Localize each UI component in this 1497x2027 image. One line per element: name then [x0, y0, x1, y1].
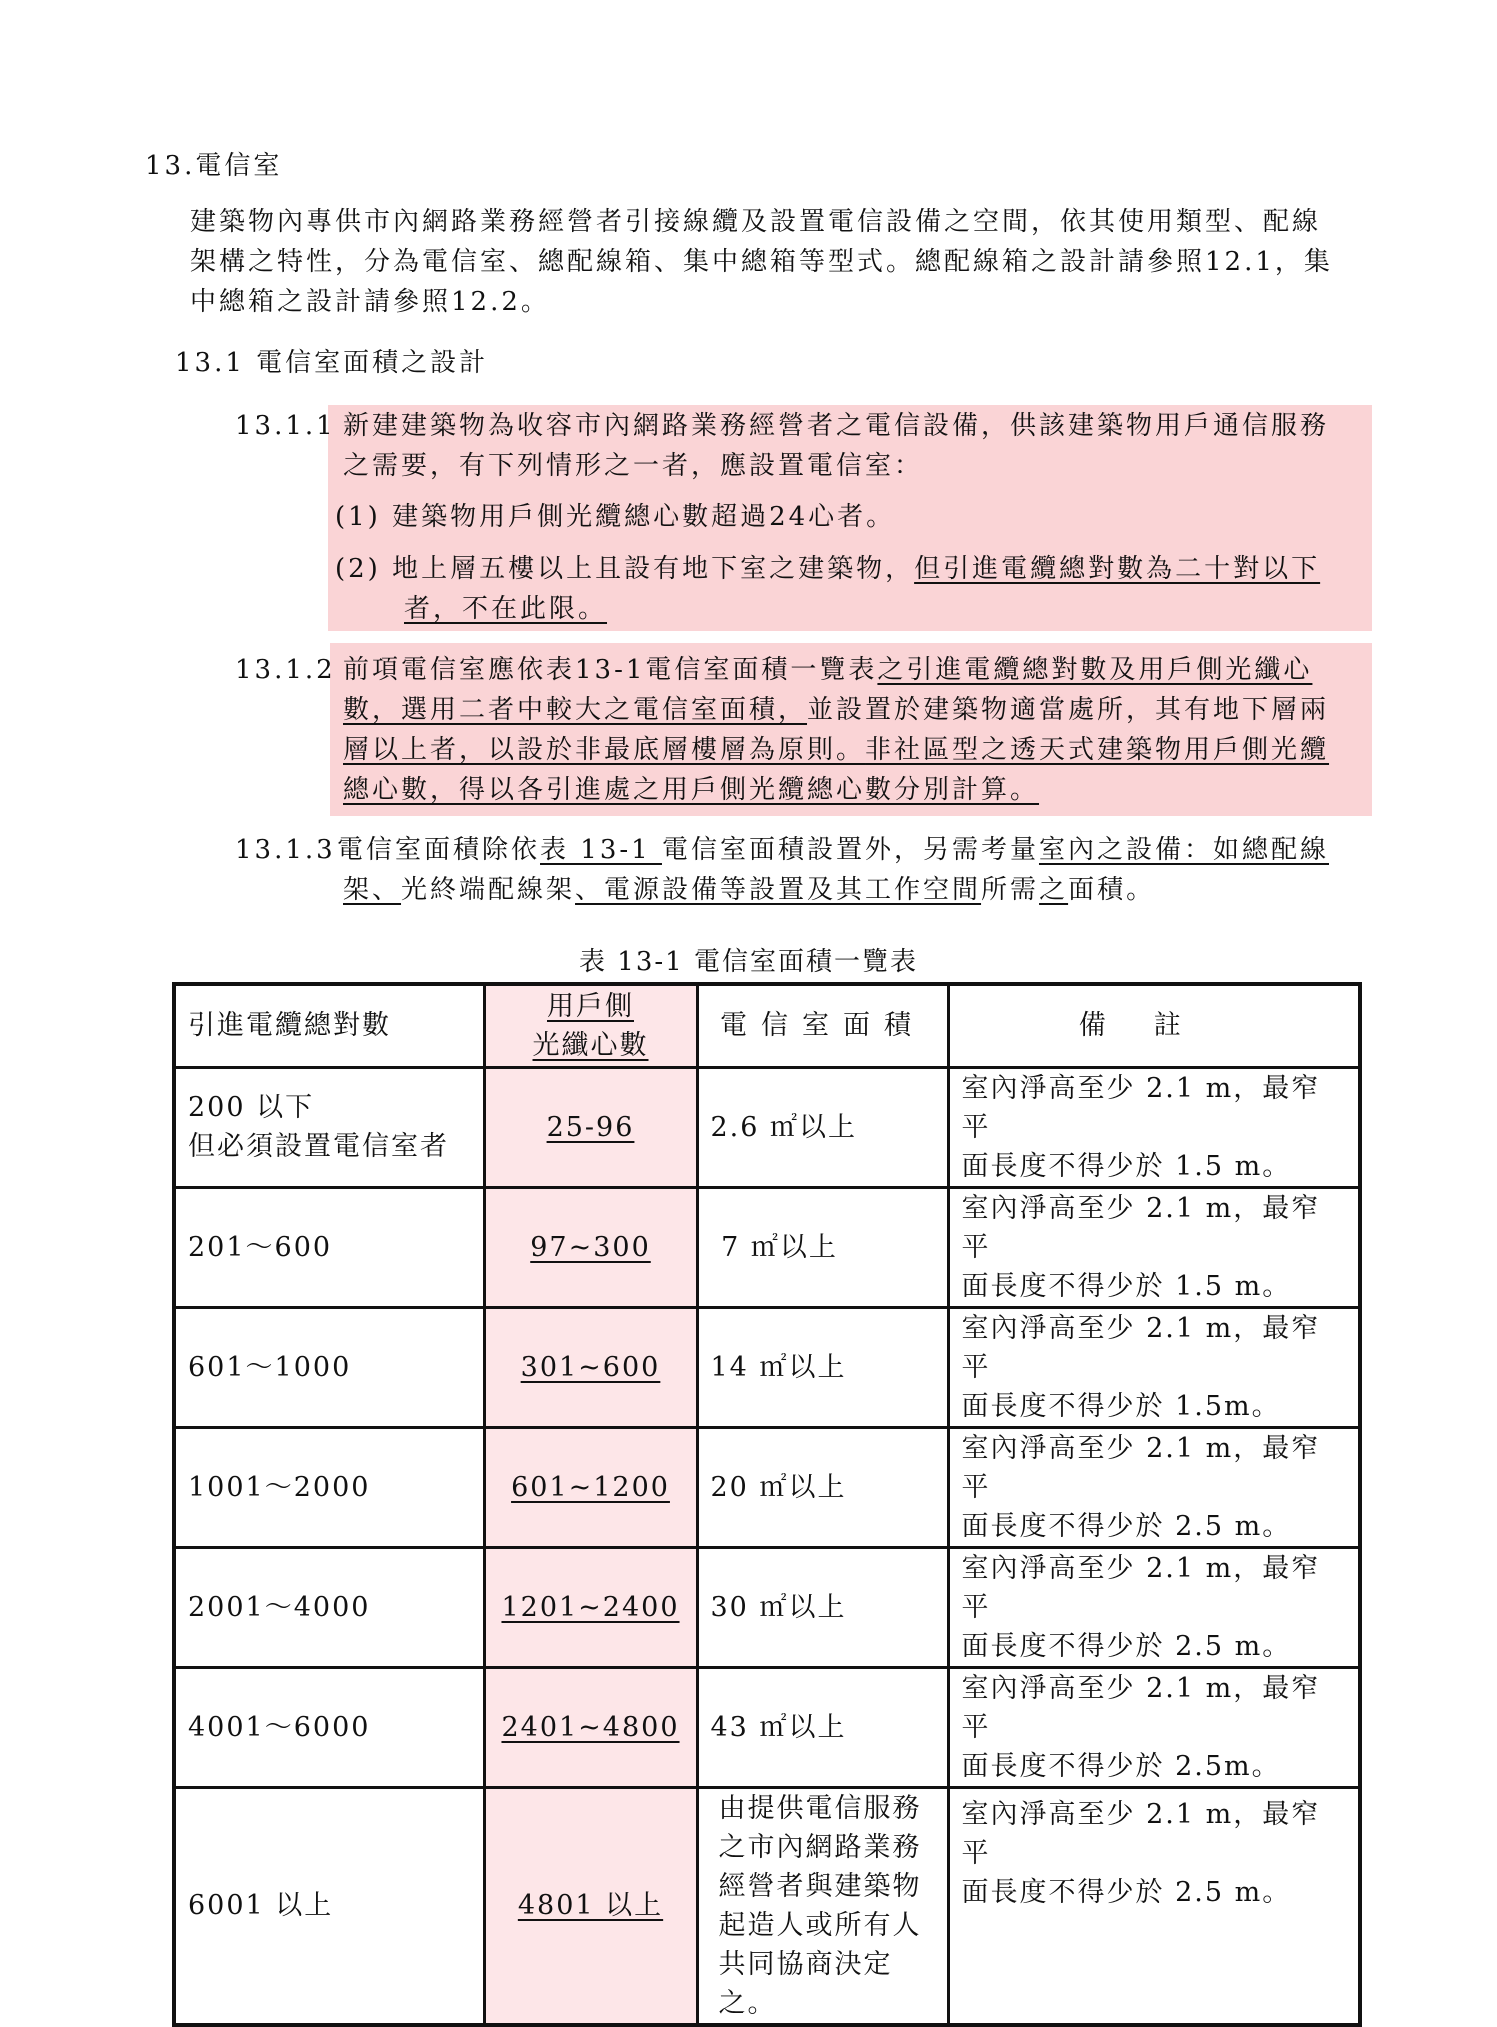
table-row [174, 1667, 1360, 1787]
cell-fiber-value: 601~1200 [511, 1471, 670, 1503]
cell-notes [948, 1187, 1360, 1307]
cell-cable-pairs: 201～600 [174, 1187, 484, 1307]
table-header-row [174, 984, 1360, 1067]
header-room-area: 電信室面積 [697, 984, 948, 1067]
item-13-1-3-l2e: 之 [1039, 875, 1069, 905]
item-13-1-3-line-2 [343, 870, 1155, 910]
cell-fiber-value: 1201~2400 [501, 1591, 680, 1623]
cell-pairs-line-2: 但必須設置電信室者 [188, 1131, 449, 1162]
item-13-1-1-line-1: 新建建築物為收容市內網路業務經營者之電信設備，供該建築物用戶通信服務 [343, 411, 1330, 441]
cell-fiber-cores [484, 1667, 697, 1787]
item-13-1-2-l2b: 並設置於建築物適當處所，其有地下層兩 [807, 695, 1330, 725]
intro-line-1: 建築物內專供市內網路業務經營者引接線纜及設置電信設備之空間，依其使用類型、配線 [190, 207, 1322, 237]
cell-cable-pairs: 1001～2000 [174, 1427, 484, 1547]
item-13-1-2-l1b: 之引進電纜總對數及用戶側光纖心 [877, 655, 1313, 685]
item-13-1-3-line-1 [337, 830, 1329, 870]
header-fiber-cores [484, 984, 697, 1067]
cell-fiber-cores [484, 1187, 697, 1307]
item-13-1-3-l2a: 架、 [343, 875, 402, 905]
cell-note-line-1: 室內淨高至少 2.1 m，最窄平 [961, 1672, 1321, 1743]
item-13-1-3-l1d: 室內之設備：如總配線 [1038, 835, 1329, 865]
item-13-1-2-l3b: 非社區型之透天式建築物用戶側光纜 [865, 735, 1330, 765]
table-caption: 表 13-1 電信室面積一覽表 [579, 947, 918, 977]
cell-fiber-cores [484, 1427, 697, 1547]
cell-notes [948, 1067, 1360, 1187]
cell-room-area [697, 1787, 948, 2025]
cell-fiber-value: 97~300 [530, 1231, 651, 1263]
cell-note-line-1: 室內淨高至少 2.1 m，最窄平 [961, 1432, 1321, 1503]
cell-room-area: 2.6 ㎡以上 [697, 1067, 948, 1187]
item-13-1-3-l2c: 、電源設備等設置及其工作空間 [575, 875, 982, 905]
area-line: 共同協商決定 [718, 1948, 893, 1980]
header-fiber-line-2: 光纖心數 [532, 1029, 649, 1061]
cell-note-line-2: 面長度不得少於 2.5 m。 [961, 1630, 1292, 1662]
item-13-1-1-case-2 [335, 549, 1320, 589]
area-table [172, 982, 1362, 2027]
cell-note-line-2: 面長度不得少於 2.5 m。 [961, 1876, 1292, 1908]
item-13-1-2-l2a: 數，選用二者中較大之電信室面積， [343, 695, 808, 725]
intro-line-3: 中總箱之設計請參照12.2。 [190, 287, 550, 317]
cell-note-line-2: 面長度不得少於 1.5m。 [961, 1390, 1281, 1422]
table-row [174, 1427, 1360, 1547]
case-2-exception: 但引進電纜總對數為二十對以下 [914, 554, 1321, 584]
cell-note-line-1: 室內淨高至少 2.1 m，最窄平 [961, 1798, 1321, 1869]
cell-cable-pairs: 4001～6000 [174, 1667, 484, 1787]
area-line: 由提供電信服務 [718, 1792, 922, 1824]
table-row [174, 1187, 1360, 1307]
cell-room-area: 7 ㎡以上 [697, 1187, 948, 1307]
area-line: 起造人或所有人 [718, 1909, 922, 1941]
cell-note-line-2: 面長度不得少於 2.5 m。 [961, 1510, 1292, 1542]
item-13-1-2-number: 13.1.2 [235, 655, 336, 685]
cell-fiber-value: 4801 以上 [517, 1890, 664, 1921]
table-row [174, 1307, 1360, 1427]
cell-notes [948, 1307, 1360, 1427]
item-13-1-1-case-2-cont: 者，不在此限。 [404, 594, 608, 624]
item-13-1-3-l1b: 表 13-1 [540, 835, 662, 865]
header-notes: 備註 [948, 984, 1360, 1067]
item-13-1-1-line-2: 之需要，有下列情形之一者，應設置電信室： [343, 451, 924, 481]
cell-note-line-1: 室內淨高至少 2.1 m，最窄平 [961, 1312, 1321, 1383]
cell-room-area: 30 ㎡以上 [697, 1547, 948, 1667]
cell-cable-pairs: 601～1000 [174, 1307, 484, 1427]
cell-note-line-1: 室內淨高至少 2.1 m，最窄平 [961, 1072, 1321, 1143]
table-row-last [174, 1787, 1360, 2025]
header-cable-pairs: 引進電纜總對數 [174, 984, 484, 1067]
cell-notes [948, 1667, 1360, 1787]
cell-note-line-1: 室內淨高至少 2.1 m，最窄平 [961, 1552, 1321, 1623]
cell-notes [948, 1547, 1360, 1667]
item-13-1-1-case-1: (1) 建築物用戶側光纜總心數超過24心者。 [335, 502, 896, 532]
table-row [174, 1067, 1360, 1187]
area-line: 之市內網路業務 [718, 1831, 922, 1863]
cell-note-line-2: 面長度不得少於 1.5 m。 [961, 1270, 1292, 1302]
cell-room-area: 14 ㎡以上 [697, 1307, 948, 1427]
table-row [174, 1547, 1360, 1667]
cell-fiber-value: 2401~4800 [501, 1711, 680, 1743]
item-13-1-1-number: 13.1.1 [235, 411, 336, 441]
item-13-1-3-l2b: 光終端配線架 [401, 875, 576, 905]
cell-fiber-cores [484, 1307, 697, 1427]
section-heading: 13.電信室 [145, 151, 283, 181]
item-13-1-2-line-2 [343, 690, 1329, 730]
cell-pairs-line-1: 200 以下 [188, 1092, 315, 1123]
area-line: 之。 [718, 1987, 777, 2019]
item-13-1-3-l1a: 電信室面積除依 [337, 835, 541, 865]
item-13-1-3-l1c: 電信室面積設置外，另需考量 [661, 835, 1039, 865]
cell-fiber-value: 301~600 [520, 1351, 661, 1383]
cell-cable-pairs: 2001～4000 [174, 1547, 484, 1667]
cell-notes [948, 1427, 1360, 1547]
intro-line-2: 架構之特性，分為電信室、總配線箱、集中總箱等型式。總配線箱之設計請參照12.1，集 [190, 247, 1333, 277]
cell-cable-pairs [174, 1067, 484, 1187]
cell-note-line-1: 室內淨高至少 2.1 m，最窄平 [961, 1192, 1321, 1263]
cell-note-line-2: 面長度不得少於 1.5 m。 [961, 1150, 1292, 1182]
item-13-1-2-l3a: 層以上者，以設於非最底層樓層為原則。 [343, 735, 866, 765]
case-2-text: (2) 地上層五樓以上且設有地下室之建築物， [335, 554, 915, 584]
cell-room-area: 43 ㎡以上 [697, 1667, 948, 1787]
item-13-1-2-l1a: 前項電信室應依表13-1電信室面積一覽表 [343, 655, 878, 685]
item-13-1-3-number: 13.1.3 [235, 835, 336, 865]
cell-note-line-2: 面長度不得少於 2.5m。 [961, 1750, 1281, 1782]
sub-heading: 13.1 電信室面積之設計 [175, 348, 489, 378]
cell-fiber-cores [484, 1547, 697, 1667]
header-fiber-line-1: 用戶側 [547, 990, 634, 1022]
cell-fiber-value: 25-96 [546, 1111, 635, 1143]
item-13-1-3-l2f: 面積。 [1068, 875, 1156, 905]
cell-notes [948, 1787, 1360, 2025]
cell-cable-pairs: 6001 以上 [174, 1787, 484, 2025]
item-13-1-2-line-3 [343, 730, 1329, 770]
cell-fiber-cores [484, 1067, 697, 1187]
item-13-1-3-l2d: 所需 [981, 875, 1040, 905]
item-13-1-2-line-4: 總心數，得以各引進處之用戶側光纜總心數分別計算。 [343, 775, 1040, 805]
item-13-1-2-line-1 [343, 650, 1312, 690]
cell-fiber-cores [484, 1787, 697, 2025]
area-line: 經營者與建築物 [718, 1870, 922, 1902]
cell-room-area: 20 ㎡以上 [697, 1427, 948, 1547]
